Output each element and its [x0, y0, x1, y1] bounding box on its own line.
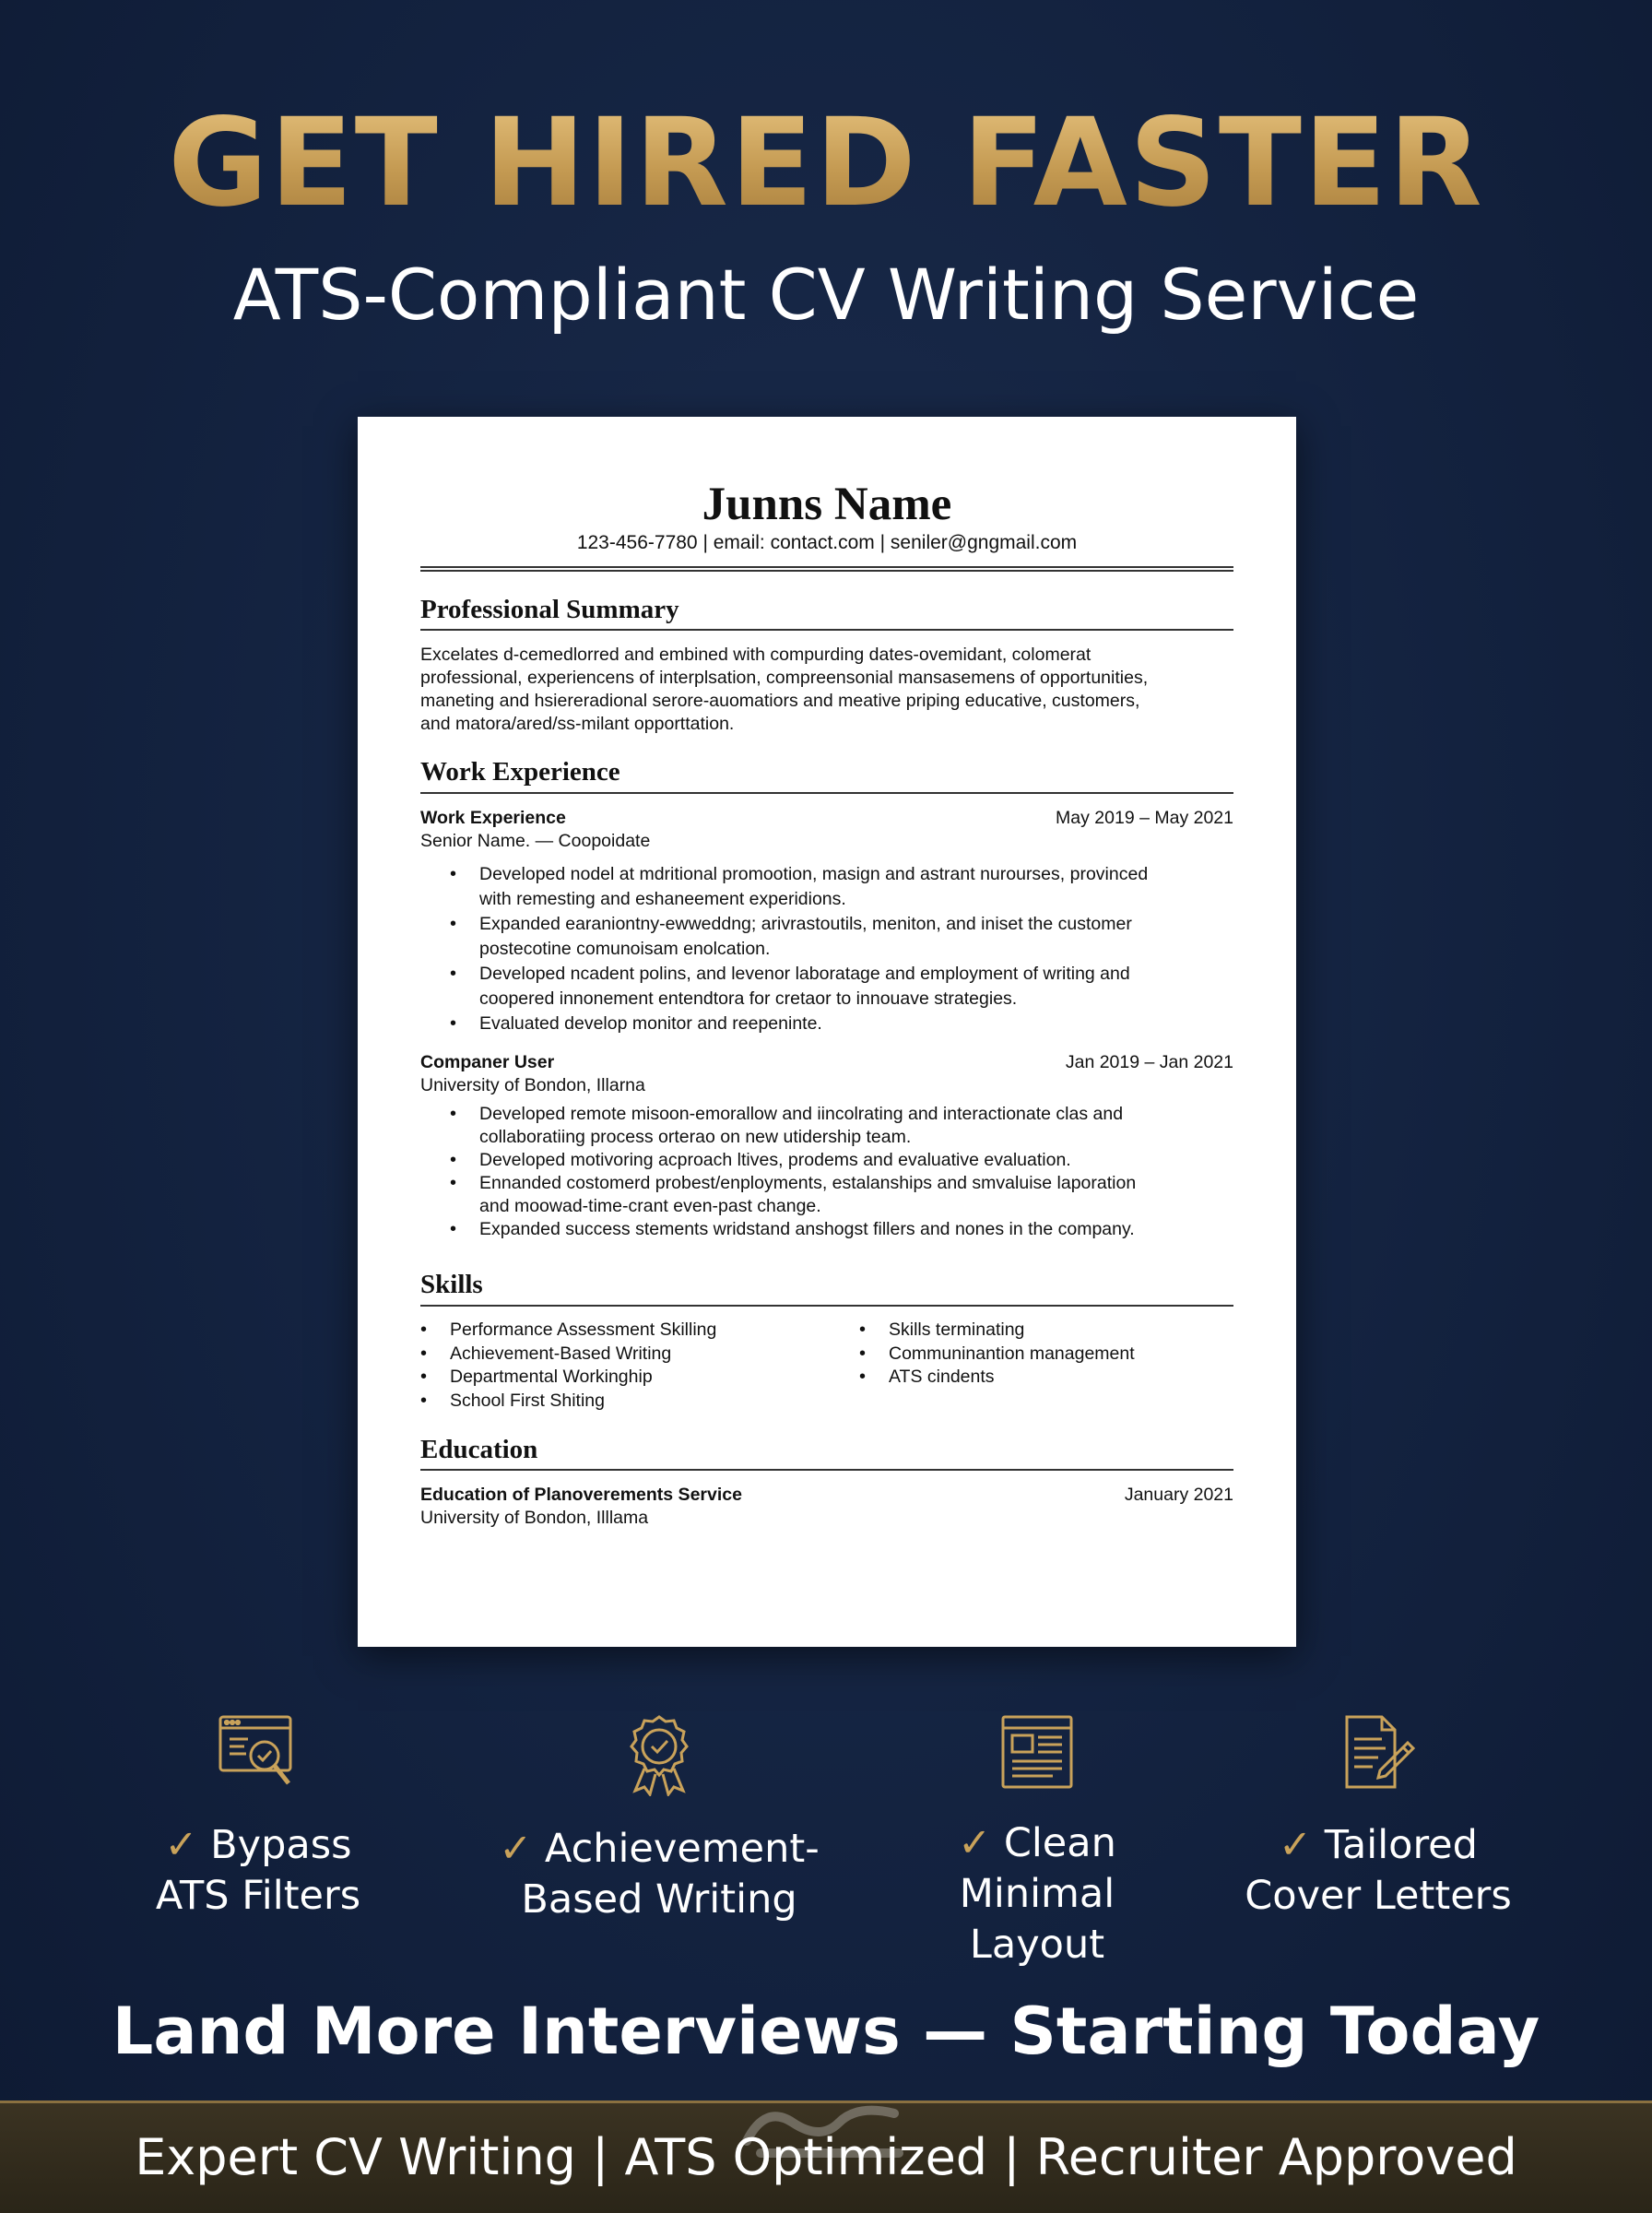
job-date: May 2019 – May 2021: [1056, 808, 1233, 828]
list-item: • Developed remote misoon-emorallow and iincolrating and interactionate clas and collaboratiing process orterao on new utidership team.: [479, 1103, 1217, 1149]
job-bullets: [479, 862, 1217, 1036]
summary-rule: [420, 629, 1233, 631]
layout-document-icon: [999, 1713, 1075, 1791]
feature-cover-letters: [1208, 1713, 1549, 1922]
resume-sheet: [358, 417, 1296, 1647]
resume-name: Junns Name: [702, 479, 952, 530]
resume-contact: 123-456-7780 | email: contact.com | seniler@gngmail.com: [576, 532, 1078, 553]
list-item: • School First Shiting: [420, 1390, 826, 1414]
subheadline: ATS-Compliant CV Writing Service: [232, 254, 1420, 336]
footer-text: Expert CV Writing | ATS Optimized | Recruiter Approved: [135, 2128, 1517, 2186]
education-school: University of Bondon, Illlama: [420, 1508, 649, 1528]
skills-list-left: [420, 1319, 826, 1413]
job-bullets: [479, 1103, 1217, 1241]
job-title: Work Experience: [420, 808, 566, 828]
cover-letter-pen-icon: [1341, 1713, 1415, 1793]
feature-bypass-ats: [120, 1713, 396, 1922]
list-item: • Achievement-Based Writing: [420, 1343, 826, 1367]
education-degree: Education of Planoverements Service: [420, 1485, 742, 1505]
list-item: • Expanded earaniontny-ewweddng; arivrastoutils, meniton, and iniset the customer postecotine comunoisam enolcation.: [479, 912, 1217, 962]
list-item: • Developed nodel at mdritional promootion, masign and astrant nurourses, provinced with remesting and eshaneement experidions.: [479, 862, 1217, 912]
list-item: • ATS cindents: [859, 1366, 1228, 1390]
feature-achievement-writing: [456, 1713, 862, 1925]
summary-title: Professional Summary: [420, 595, 679, 624]
summary-line: and matora/ared/ss-milant opporttation.: [420, 714, 735, 734]
list-item: • Developed motivoring acproach ltives, prodems and evaluative evaluation.: [479, 1149, 1217, 1172]
job-org: Senior Name. — Coopoidate: [420, 831, 651, 851]
list-item: • Expanded success stements wridstand anshogst fillers and nones in the company.: [479, 1218, 1217, 1241]
headline: GET HIRED FASTER: [0, 94, 1652, 232]
summary-line: Excelates d-cemedlorred and embined with compurding dates-ovemidant, colomerat: [420, 645, 1092, 665]
feature-label: ✓ Tailored Cover Letters: [1245, 1822, 1512, 1919]
list-item: • Skills terminating: [859, 1319, 1228, 1343]
ats-search-icon: [217, 1713, 300, 1793]
skills-rule: [420, 1305, 1233, 1307]
feature-label: ✓ Achievement- Based Writing: [499, 1826, 820, 1923]
summary-text: [420, 644, 1233, 736]
list-item: • Departmental Workinghip: [420, 1366, 826, 1390]
list-item: • Developed ncadent polins, and levenor laboratage and employment of writing and coopered innonement entendtora for cretaor to innouave strategies.: [479, 962, 1217, 1012]
skills-list-right: [859, 1319, 1228, 1390]
education-date: January 2021: [1124, 1485, 1233, 1505]
feature-label: ✓ Bypass ATS Filters: [155, 1822, 361, 1919]
job-title: Companer User: [420, 1052, 555, 1072]
job-org: University of Bondon, Illarna: [420, 1075, 645, 1095]
header-divider: [420, 566, 1233, 572]
experience-title: Work Experience: [420, 757, 620, 787]
feature-label: ✓ Clean Minimal Layout: [958, 1820, 1116, 1968]
check-icon: ✓: [1279, 1822, 1313, 1868]
feature-clean-layout: [899, 1713, 1175, 1970]
check-icon: ✓: [499, 1826, 533, 1872]
summary-line: professional, experiencens of interplsation, compreensonial mansasemens of opportunities,: [420, 668, 1149, 688]
check-icon: ✓: [164, 1822, 198, 1868]
tagline: Land More Interviews — Starting Today: [112, 1994, 1540, 2069]
list-item: • Communinantion management: [859, 1343, 1228, 1367]
summary-line: maneting and hsiereradional serore-auomatiors and meative priping educative, customers,: [420, 691, 1140, 711]
experience-rule: [420, 792, 1233, 794]
check-icon: ✓: [958, 1820, 992, 1866]
list-item: • Ennanded costomerd probest/enployments, estalanships and smvaluise laporation and moowad-time-crant even-past change.: [479, 1172, 1217, 1218]
award-badge-icon: [622, 1713, 696, 1796]
education-rule: [420, 1469, 1233, 1471]
skills-title: Skills: [420, 1270, 483, 1299]
list-item: • Evaluated develop monitor and reepeninte.: [479, 1012, 1217, 1036]
education-title: Education: [420, 1435, 538, 1464]
job-date: Jan 2019 – Jan 2021: [1065, 1052, 1233, 1072]
list-item: • Performance Assessment Skilling: [420, 1319, 826, 1343]
